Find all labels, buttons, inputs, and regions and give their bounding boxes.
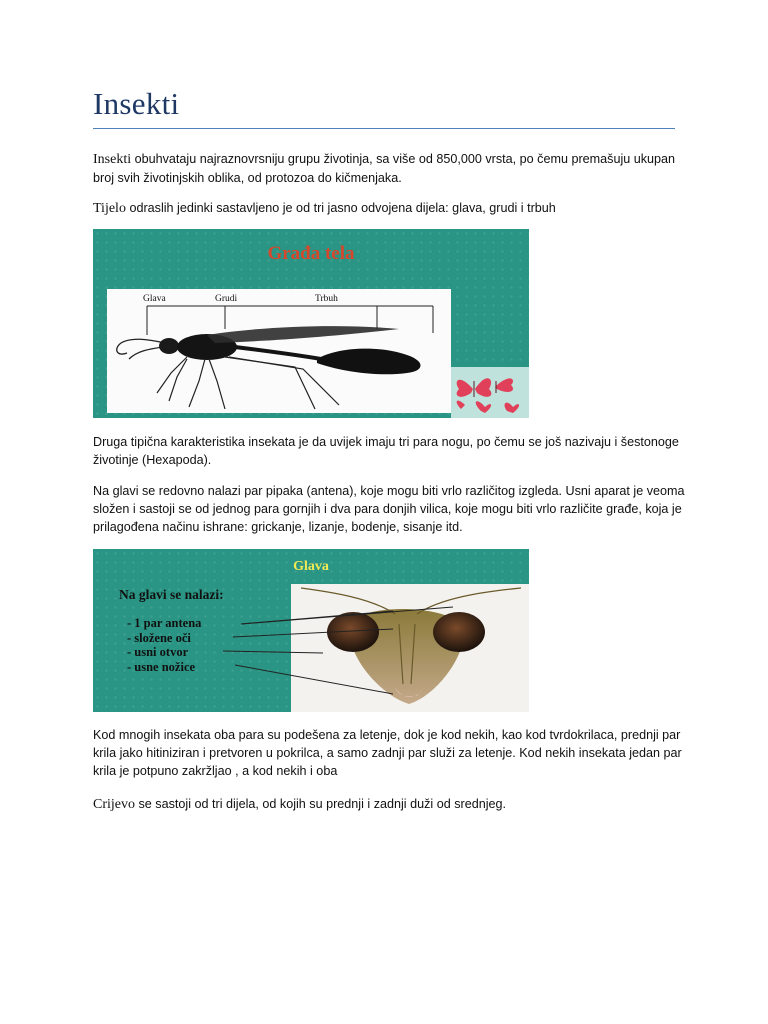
list-item: - 1 par antena [127, 616, 202, 630]
paragraph-body [93, 199, 693, 218]
term-crijevo: Crijevo [93, 797, 135, 812]
title-rule [93, 128, 675, 129]
head-figure [93, 549, 529, 712]
term-insekti: Insekti [93, 152, 132, 167]
paragraph-head [93, 482, 693, 536]
paragraph-head-text: Na glavi se redovno nalazi par pipaka (antena), koje mogu biti vrlo različitog izgleda. Usni aparat je veoma složen i sastoji se od jednog para gornjih i dva para donjih vilica, koje mogu biti vrlo različite građe, koja je prilagođena načinu ishrane: grickanje, lizanje, bodenje, sisanje itd. [93, 484, 685, 534]
paragraph-wings [93, 726, 693, 780]
mantis-head-illustration [291, 584, 529, 712]
paragraph-body-text: odraslih jedinki sastavljeno je od tri jasno odvojena dijela: glava, grudi i trbuh [125, 201, 556, 215]
paragraph-gut-text: se sastoji od tri dijela, od kojih su prednji i zadnji duži od srednjeg. [135, 797, 507, 811]
list-item: - složene oči [127, 630, 191, 645]
page-title: Insekti [93, 86, 180, 121]
paragraph-legs [93, 433, 693, 469]
label-abdomen: Trbuh [315, 294, 338, 304]
paragraph-legs-text: Druga tipična karakteristika insekata je da uvijek imaju tri para nogu, po čemu se još nazivaju i šestonoge životinje (Hexapoda). [93, 435, 679, 467]
label-head: Glava [143, 294, 166, 304]
body-structure-figure [93, 229, 529, 418]
list-item: - usne nožice [127, 659, 196, 674]
head-list-heading: Na glavi se nalazi: [119, 587, 224, 602]
wasp-illustration [107, 289, 451, 413]
butterfly-icon [451, 367, 529, 418]
butterfly-decoration [451, 367, 529, 418]
paragraph-gut [93, 795, 693, 814]
figure-title: Građa tela [267, 243, 355, 264]
mantis-head-photo [291, 584, 529, 712]
head-parts-list [127, 616, 201, 674]
paragraph-intro [93, 150, 693, 187]
paragraph-wings-text: Kod mnogih insekata oba para su podešena za letenje, dok je kod nekih, kao kod tvrdokrilaca, prednji par krila jako hitiniziran i pretvoren u pokrilca, a samo zadnji par služi za letenje. Kod nekih insekata jedan par krila je potpuno zakržljao , a kod nekih i oba [93, 728, 682, 778]
figure-title: Glava [293, 559, 329, 574]
paragraph-intro-text: obuhvataju najraznovrsniju grupu životinja, sa više od 850,000 vrsta, po čemu premašuju ukupan broj svih životinjskih oblika, od protozoa do kičmenjaka. [93, 152, 676, 185]
label-thorax: Grudi [215, 294, 238, 304]
term-tijelo: Tijelo [93, 201, 126, 216]
list-item: - usni otvor [127, 645, 189, 659]
insect-diagram [107, 289, 451, 413]
